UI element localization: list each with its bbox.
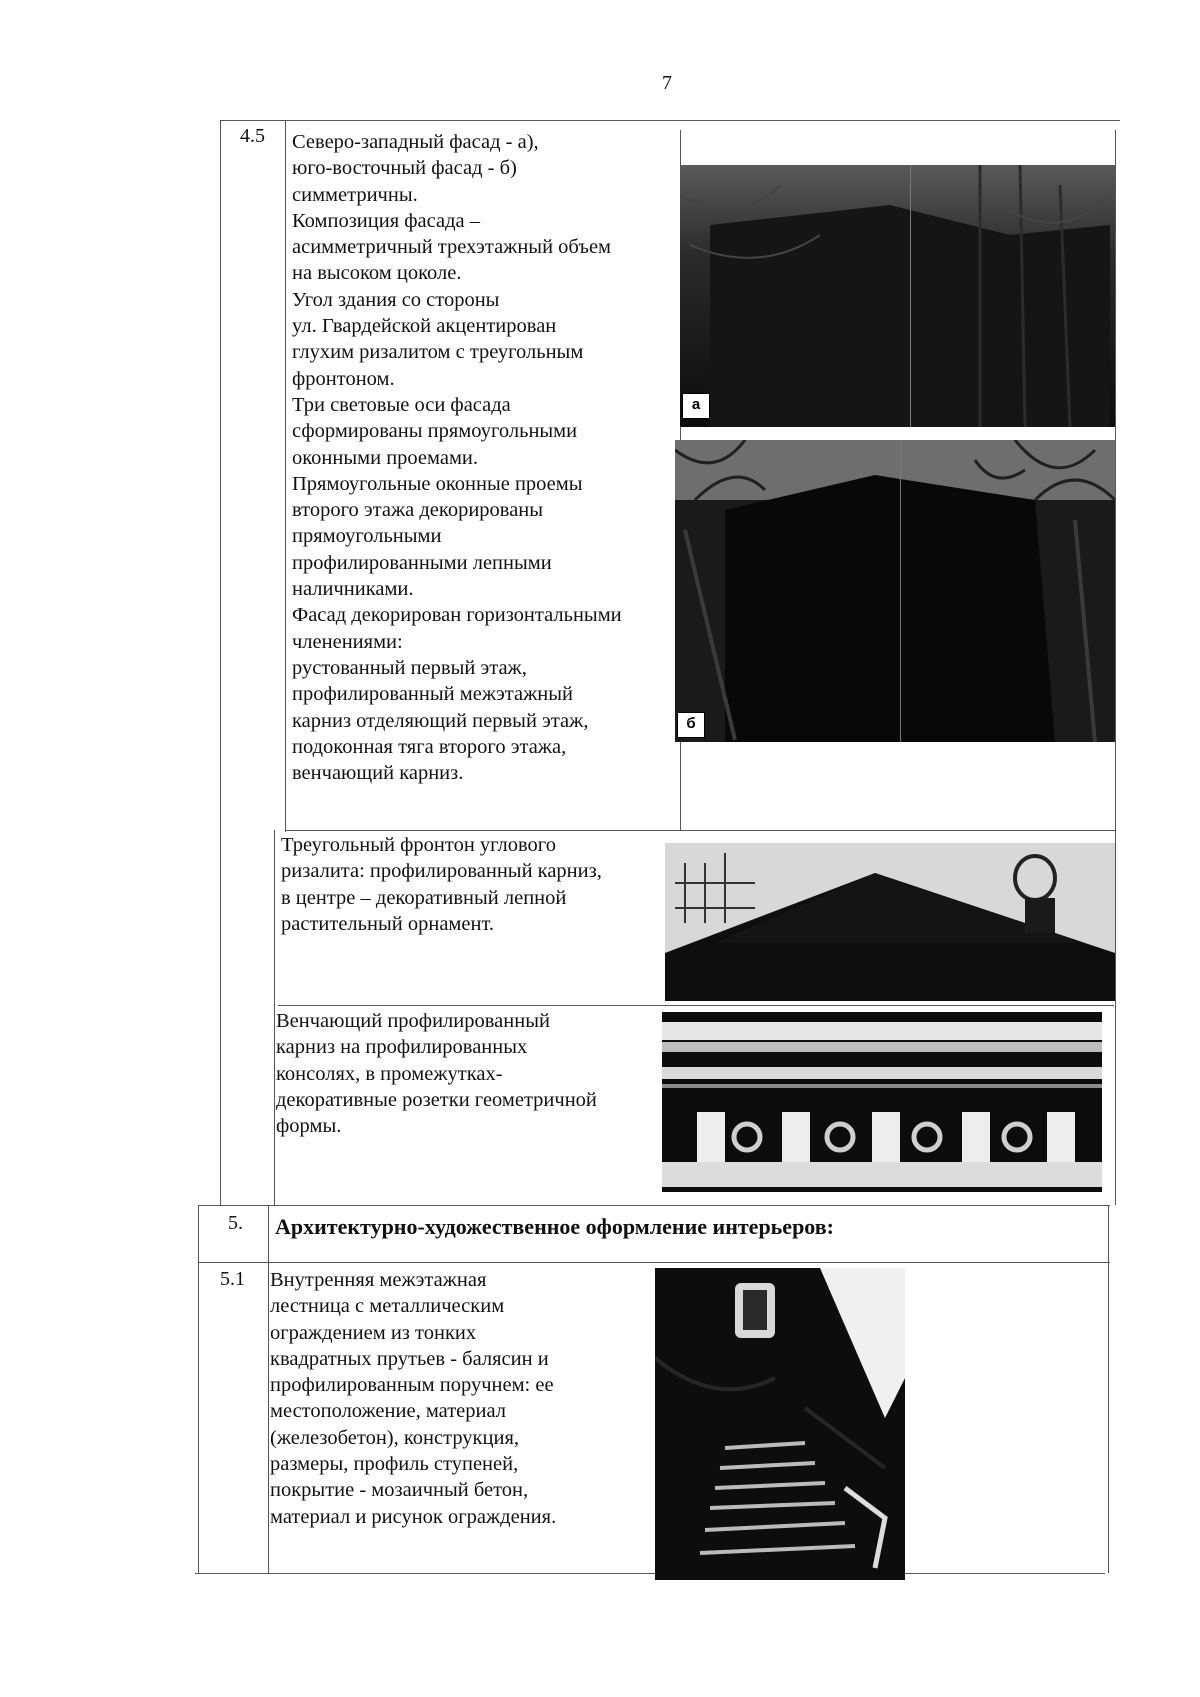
- row-description: Венчающий профилированный карниз на профилированных консолях, в промежутках- декоративные розетки геометричной формы.: [276, 1010, 597, 1138]
- photo-label-b: б: [677, 712, 705, 738]
- cornice-photo: [662, 1012, 1102, 1192]
- photo-label-a: а: [682, 393, 710, 419]
- row-number: 5.1: [220, 1268, 245, 1290]
- facade-photo-a: [680, 165, 1115, 427]
- pediment-photo: [665, 843, 1115, 1001]
- row-number: 5.: [228, 1212, 243, 1234]
- section-heading: Архитектурно-художественное оформление интерьеров:: [275, 1214, 834, 1239]
- page-number: 7: [662, 72, 672, 94]
- row-number: 4.5: [240, 125, 265, 147]
- row-description: Северо-западный фасад - а), юго-восточный фасад - б) симметричны. Композиция фасада – асимметричный трехэтажный объем на высоком цоколе. Угол здания со стороны ул. Гвардейской акцентирован глухим ризалитом с треугольным фронтоном. Три световые оси фасада сформированы прямоугольными оконными проемами. Прямоугольные оконные проемы второго этажа декорированы прямоугольными профилированными лепными наличниками. Фасад декорирован горизонтальными членениями: рустованный первый этаж, профилированный межэтажный карниз отделяющий первый этаж, подоконная тяга второго этажа, венчающий карниз.: [292, 131, 622, 785]
- row-description: Внутренняя межэтажная лестница с металлическим ограждением из тонких квадратных прутьев - балясин и профилированным поручнем: ее местоположение, материал (железобетон), конструкция, размеры, профиль ступеней, покрытие - мозаичный бетон, материал и рисунок ограждения.: [270, 1269, 557, 1528]
- facade-photo-b: [675, 440, 1115, 742]
- row-description: Треугольный фронтон углового ризалита: профилированный карниз, в центре – декоративный лепной растительный орнамент.: [281, 834, 602, 935]
- staircase-photo: [655, 1268, 905, 1580]
